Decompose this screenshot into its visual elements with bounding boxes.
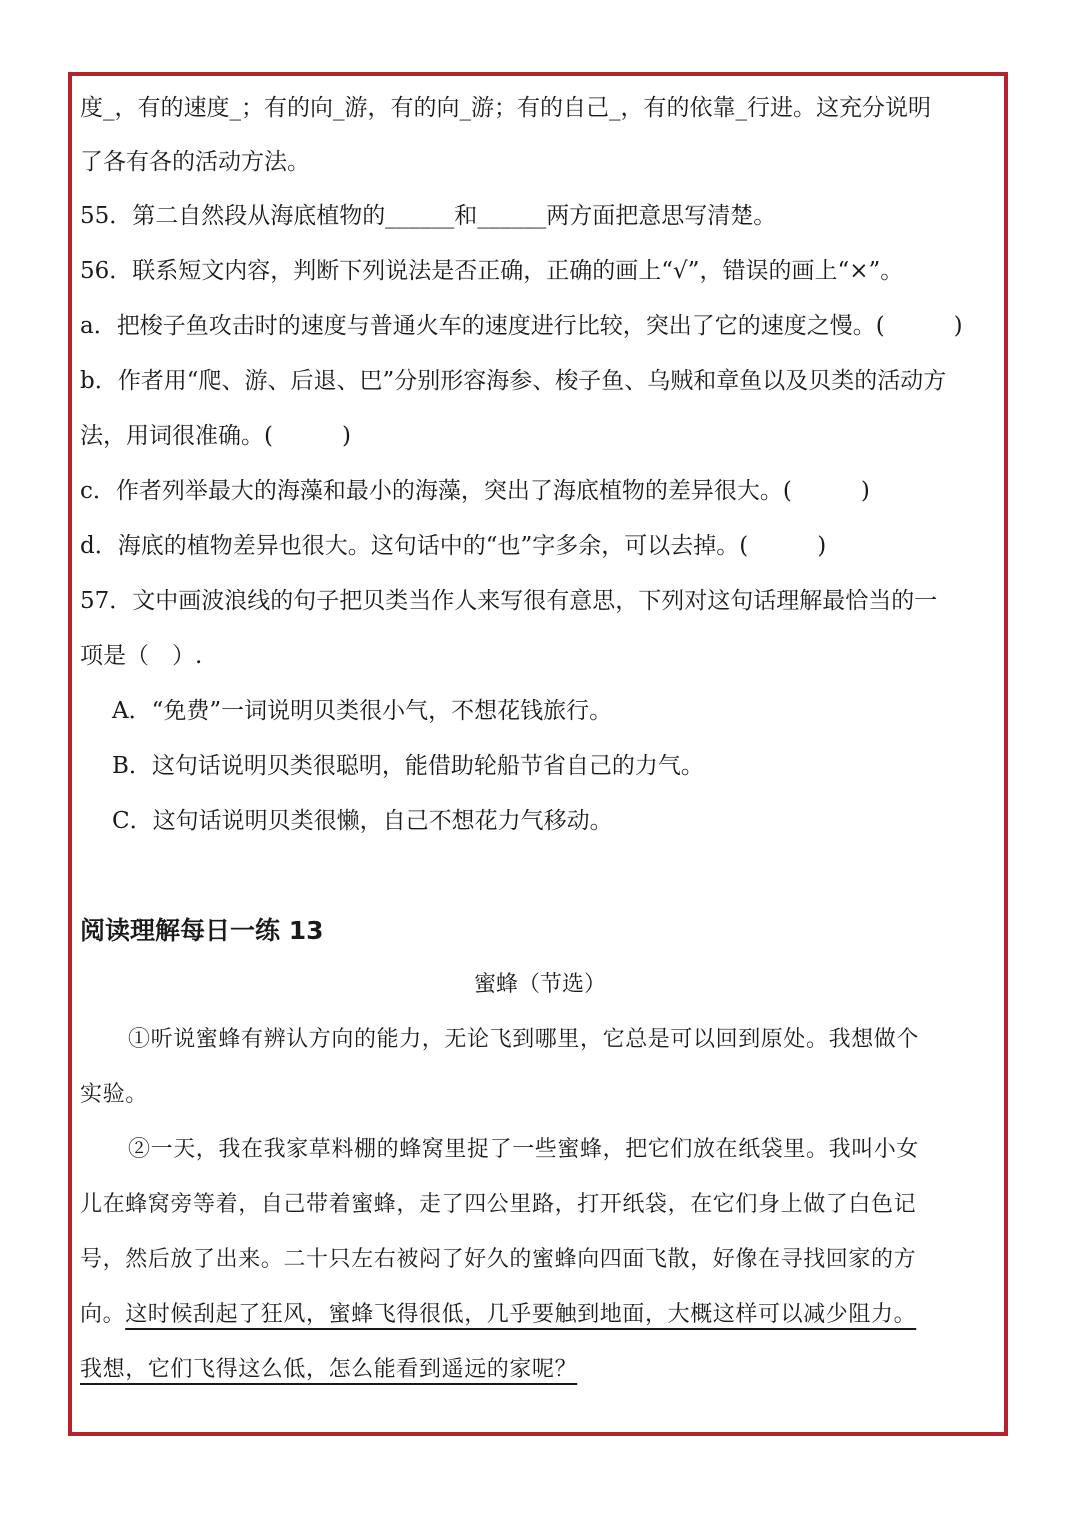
q54-tail-line-1: 度_，有的速度_；有的向_游，有的向_游；有的自己_，有的依靠_行进。这充分说明 — [80, 95, 931, 121]
underlined-sentence-1: 这时候刮起了狂风，蜜蜂飞得很低，几乎要触到地面，大概这样可以减少阻力。 — [125, 1302, 917, 1327]
passage-p1-line-1: ①听说蜜蜂有辨认方向的能力，无论飞到哪里，它总是可以回到原处。我想做个 — [128, 1027, 920, 1052]
question-57-option-c: C．这句话说明贝类很懒，自己不想花力气移动。 — [112, 808, 613, 834]
passage-p2-line-4-plain: 向。 — [80, 1302, 126, 1327]
question-57-option-b: B．这句话说明贝类很聪明，能借助轮船节省自己的力气。 — [112, 753, 704, 779]
passage-p2-line-4 — [80, 1295, 916, 1335]
passage-title: 蜜蜂（节选） — [473, 972, 606, 997]
passage-p2-line-3: 号，然后放了出来。二十只左右被闷了好久的蜜蜂向四面飞散，好像在寻找回家的方 — [80, 1247, 917, 1272]
question-55: 55．第二自然段从海底植物的______和______两方面把意思写清楚。 — [80, 203, 777, 229]
question-57-stem-line-2: 项是（ ）. — [80, 643, 203, 669]
underlined-sentence-2: 我想，它们飞得这么低，怎么能看到遥远的家呢？ — [80, 1357, 578, 1382]
q54-tail-line-2: 了各有各的活动方法。 — [80, 149, 310, 175]
question-56-item-c: c．作者列举最大的海藻和最小的海藻，突出了海底植物的差异很大。( ) — [80, 478, 870, 504]
question-56-item-d: d．海底的植物差异也很大。这句话中的“也”字多余，可以去掉。( ) — [80, 533, 827, 559]
question-57-option-a: A．“免费”一词说明贝类很小气，不想花钱旅行。 — [112, 698, 613, 724]
question-57-stem-line-1: 57．文中画波浪线的句子把贝类当作人来写很有意思，下列对这句话理解最恰当的一 — [80, 588, 938, 614]
passage-p2-line-1: ②一天，我在我家草料棚的蜂窝里捉了一些蜜蜂，把它们放在纸袋里。我叫小女 — [128, 1137, 920, 1162]
section-heading: 阅读理解每日一练 13 — [80, 916, 324, 945]
question-56-stem: 56．联系短文内容，判断下列说法是否正确，正确的画上“√”，错误的画上“×”。 — [80, 258, 904, 284]
passage-p2-line-5 — [80, 1350, 577, 1390]
question-56-item-b-line-1: b．作者用“爬、游、后退、巴”分别形容海参、梭子鱼、乌贼和章鱼以及贝类的活动方 — [80, 368, 947, 394]
passage-p2-line-2: 儿在蜂窝旁等着，自己带着蜜蜂，走了四公里路，打开纸袋，在它们身上做了白色记 — [80, 1192, 917, 1217]
question-56-item-a: a．把梭子鱼攻击时的速度与普通火车的速度进行比较，突出了它的速度之慢。( ) — [80, 313, 963, 339]
question-56-item-b-line-2: 法，用词很准确。( ) — [80, 423, 351, 449]
passage-p1-line-2: 实验。 — [80, 1082, 148, 1107]
